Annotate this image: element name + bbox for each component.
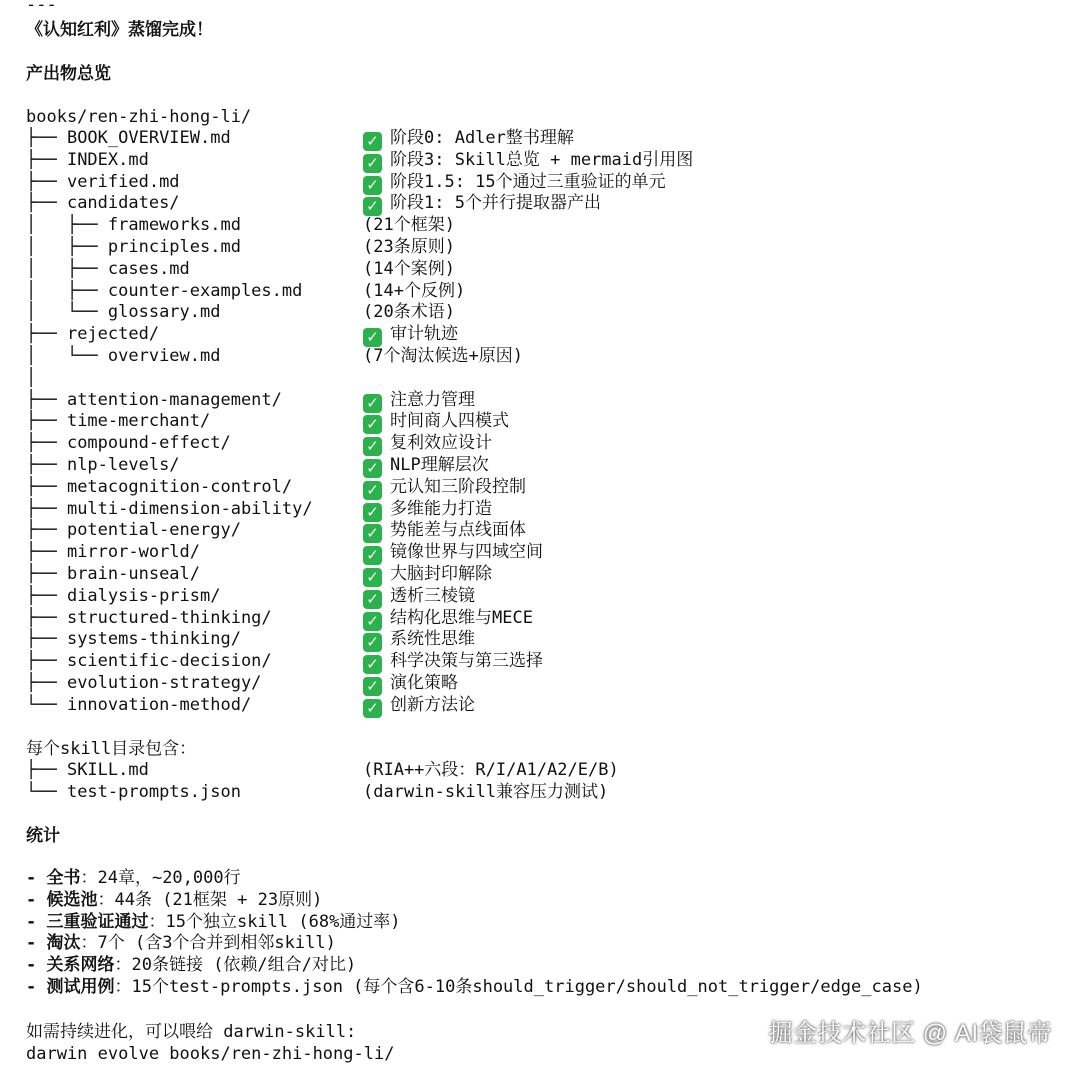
description-text: 科学决策与第三选择 bbox=[390, 651, 543, 672]
tree-branch: ├── bbox=[26, 193, 67, 214]
tree-row bbox=[26, 694, 475, 717]
tree-entry-description bbox=[363, 586, 475, 609]
tree-entry-description bbox=[363, 520, 526, 543]
tree-row bbox=[26, 476, 526, 499]
check-mark-icon: ✓ bbox=[363, 633, 382, 652]
check-mark-icon: ✓ bbox=[363, 524, 382, 543]
tree-entry-name: time-merchant/ bbox=[66, 411, 211, 432]
tree-entry-name: glossary.md bbox=[107, 302, 221, 323]
tree-entry-description bbox=[363, 455, 489, 478]
check-mark-icon: ✓ bbox=[363, 328, 382, 347]
tree-branch: ├── bbox=[26, 476, 67, 497]
stat-label: 关系网络 bbox=[46, 955, 115, 976]
tree-row bbox=[26, 498, 492, 521]
stat-label: 淘汰 bbox=[46, 933, 81, 954]
tree-entry-description bbox=[363, 608, 533, 631]
stat-value: ：15个独立skill (68%通过率) bbox=[148, 911, 401, 932]
stat-bullet: - bbox=[26, 889, 47, 910]
tree-entry-description bbox=[363, 651, 543, 674]
tree-entry-description bbox=[363, 542, 543, 565]
page-title: 《认知红利》蒸馏完成！ bbox=[26, 20, 213, 40]
tree-entry-description bbox=[363, 128, 574, 151]
description-text: 大脑封印解除 bbox=[390, 563, 492, 584]
check-mark-icon: ✓ bbox=[363, 546, 382, 565]
tree-branch: ├── bbox=[26, 454, 67, 475]
tree-entry-description bbox=[363, 259, 455, 281]
tree-entry-description bbox=[363, 477, 526, 500]
tree-entry-description bbox=[363, 629, 475, 652]
stat-value: ：24章，~20,000行 bbox=[80, 868, 241, 888]
tree-entry-description bbox=[363, 150, 693, 173]
tree-row bbox=[26, 520, 526, 543]
stats-list bbox=[26, 868, 923, 999]
description-text: 阶段1.5: 15个通过三重验证的单元 bbox=[390, 171, 666, 192]
description-text: 阶段0: Adler整书理解 bbox=[390, 128, 574, 148]
tree-entry-name: overview.md bbox=[107, 345, 221, 366]
check-mark-icon: ✓ bbox=[363, 590, 382, 609]
tree-entry-name: metacognition-control/ bbox=[66, 476, 293, 497]
stat-row bbox=[26, 955, 923, 977]
tree-branch: │ ├── bbox=[26, 258, 108, 279]
tree-entry-name: mirror-world/ bbox=[66, 542, 201, 563]
tree-branch: │ └── bbox=[26, 302, 108, 323]
description-text: (20条术语) bbox=[363, 302, 455, 323]
tree-branch: │ bbox=[26, 367, 37, 388]
stat-row bbox=[26, 912, 923, 934]
stat-label: 三重验证通过 bbox=[46, 911, 149, 932]
tree-row bbox=[26, 324, 458, 347]
stat-value: ：44条 (21框架 + 23原则) bbox=[97, 889, 323, 910]
description-text: 多维能力打造 bbox=[390, 498, 492, 519]
tree-entry-description bbox=[363, 215, 455, 237]
stats-heading: 统计 bbox=[26, 826, 60, 846]
stat-bullet: - bbox=[26, 933, 47, 954]
check-mark-icon: ✓ bbox=[363, 459, 382, 478]
tree-row bbox=[26, 411, 509, 434]
tree-branch: ├── bbox=[26, 563, 67, 584]
description-text: 元认知三阶段控制 bbox=[390, 476, 526, 497]
tree-row bbox=[26, 302, 455, 324]
check-mark-icon: ✓ bbox=[363, 503, 382, 522]
tree-entry-name: frameworks.md bbox=[107, 215, 241, 236]
followup-text: 如需持续进化，可以喂给 darwin-skill: bbox=[26, 1022, 357, 1042]
tree-entry-name: dialysis-prism/ bbox=[66, 585, 221, 606]
root-directory: books/ren-zhi-hong-li/ bbox=[26, 107, 252, 127]
tree-entry-description bbox=[363, 499, 492, 522]
tree-row bbox=[26, 193, 601, 216]
tree-entry-description bbox=[363, 390, 475, 413]
stat-bullet: - bbox=[26, 911, 47, 932]
tree-entry-name: compound-effect/ bbox=[66, 433, 231, 454]
tree-entry-description bbox=[363, 172, 666, 195]
tree-entry-name: evolution-strategy/ bbox=[66, 672, 262, 693]
description-text: 阶段1: 5个并行提取器产出 bbox=[390, 193, 601, 214]
skill-file-name: SKILL.md bbox=[66, 760, 149, 780]
description-text: 结构化思维与MECE bbox=[390, 607, 533, 628]
tree-entry-name: brain-unseal/ bbox=[66, 563, 201, 584]
tree-entry-name: cases.md bbox=[107, 258, 190, 279]
description-text: 演化策略 bbox=[390, 672, 458, 693]
tree-row bbox=[26, 672, 458, 695]
command-line: darwin evolve books/ren-zhi-hong-li/ bbox=[26, 1044, 395, 1064]
tree-entry-name: innovation-method/ bbox=[66, 694, 252, 715]
skill-file-row bbox=[26, 760, 619, 782]
check-mark-icon: ✓ bbox=[363, 655, 382, 674]
separator: --- bbox=[26, 0, 57, 15]
tree-row bbox=[26, 215, 455, 237]
tree-entry-name: principles.md bbox=[107, 236, 241, 257]
tree-entry-description bbox=[363, 193, 601, 216]
tree-branch: ├── bbox=[26, 498, 67, 519]
tree-branch: ├── bbox=[26, 433, 67, 454]
description-text: 系统性思维 bbox=[390, 629, 475, 650]
check-mark-icon: ✓ bbox=[363, 176, 382, 195]
tree-entry-name: potential-energy/ bbox=[66, 520, 241, 541]
tree-branch: ├── bbox=[26, 651, 67, 672]
skill-file-list bbox=[26, 760, 619, 804]
tree-entry-description bbox=[363, 346, 523, 368]
tree-entry-name: counter-examples.md bbox=[107, 280, 303, 301]
stat-label: 候选池 bbox=[46, 889, 98, 910]
check-mark-icon: ✓ bbox=[363, 415, 382, 434]
tree-row bbox=[26, 607, 533, 630]
tree-branch: │ ├── bbox=[26, 236, 108, 257]
tree-row bbox=[26, 651, 543, 674]
tree-entry-name: BOOK_OVERVIEW.md bbox=[66, 128, 231, 148]
tree-row bbox=[26, 629, 475, 652]
stat-value: ：15个test-prompts.json (每个含6-10条should_trigger/should_not_trigger/edge_case) bbox=[114, 976, 923, 997]
tree-branch: ├── bbox=[26, 629, 67, 650]
check-mark-icon: ✓ bbox=[363, 437, 382, 456]
tree-row bbox=[26, 258, 455, 281]
watermark: 掘金技术社区 @ AI袋鼠帝 bbox=[768, 1020, 1052, 1047]
tree-entry-description bbox=[363, 281, 465, 303]
tree-branch: ├── bbox=[26, 607, 67, 628]
tree-row bbox=[26, 345, 523, 368]
stat-row bbox=[26, 868, 923, 890]
tree-entry-description bbox=[363, 411, 509, 434]
skill-file-description: (RIA++六段：R/I/A1/A2/E/B) bbox=[363, 760, 619, 780]
tree-entry-name: rejected/ bbox=[66, 324, 160, 345]
tree-row bbox=[26, 585, 475, 608]
overview-heading: 产出物总览 bbox=[26, 64, 111, 84]
tree-entry-description bbox=[363, 302, 455, 324]
tree-branch: ├── bbox=[26, 389, 67, 410]
description-text: 阶段3: Skill总览 + mermaid引用图 bbox=[390, 149, 694, 170]
tree-entry-description bbox=[363, 673, 458, 696]
description-text: NLP理解层次 bbox=[390, 454, 489, 475]
description-text: 时间商人四模式 bbox=[390, 411, 509, 432]
tree-row bbox=[26, 433, 492, 456]
tree-branch: ├── bbox=[26, 171, 67, 192]
description-text: 复利效应设计 bbox=[390, 433, 492, 454]
tree-row bbox=[26, 171, 666, 194]
stat-bullet: - bbox=[26, 955, 47, 976]
tree-row bbox=[26, 389, 475, 412]
tree-entry-name: nlp-levels/ bbox=[66, 454, 180, 475]
check-mark-icon: ✓ bbox=[363, 699, 382, 718]
check-mark-icon: ✓ bbox=[363, 132, 382, 151]
stat-bullet: - bbox=[26, 868, 47, 888]
stat-label: 测试用例 bbox=[46, 976, 115, 997]
check-mark-icon: ✓ bbox=[363, 568, 382, 587]
description-text: 透析三棱镜 bbox=[390, 585, 475, 606]
tree-entry-description bbox=[363, 564, 492, 587]
description-text: 势能差与点线面体 bbox=[390, 520, 526, 541]
file-tree bbox=[26, 128, 694, 717]
tree-branch: │ ├── bbox=[26, 215, 108, 236]
tree-entry-description bbox=[363, 433, 492, 456]
tree-entry-name: structured-thinking/ bbox=[66, 607, 272, 628]
tree-entry-name: attention-management/ bbox=[66, 389, 282, 410]
check-mark-icon: ✓ bbox=[363, 612, 382, 631]
description-text: (7个淘汰候选+原因) bbox=[363, 345, 523, 366]
stat-bullet: - bbox=[26, 976, 47, 997]
stat-row bbox=[26, 890, 923, 912]
skill-contents-heading: 每个skill目录包含： bbox=[26, 739, 197, 759]
tree-row bbox=[26, 454, 489, 477]
description-text: 注意力管理 bbox=[390, 389, 475, 410]
tree-entry-name: systems-thinking/ bbox=[66, 629, 241, 650]
check-mark-icon: ✓ bbox=[363, 197, 382, 216]
tree-branch: └── bbox=[26, 781, 67, 802]
tree-branch: ├── bbox=[26, 585, 67, 606]
tree-row bbox=[26, 368, 313, 390]
tree-entry-name: multi-dimension-ability/ bbox=[66, 498, 313, 519]
skill-file-row bbox=[26, 781, 609, 804]
tree-entry-name: INDEX.md bbox=[66, 149, 149, 170]
tree-branch: └── bbox=[26, 694, 67, 715]
tree-entry-description bbox=[363, 237, 455, 259]
stat-value: ：7个 (含3个合并到相邻skill) bbox=[80, 933, 336, 954]
tree-branch: ├── bbox=[26, 411, 67, 432]
tree-branch: ├── bbox=[26, 128, 67, 148]
tree-branch: ├── bbox=[26, 149, 67, 170]
description-text: 审计轨迹 bbox=[390, 324, 458, 345]
description-text: (14个案例) bbox=[363, 258, 455, 279]
stat-label: 全书 bbox=[46, 868, 81, 888]
tree-row bbox=[26, 236, 455, 259]
description-text: (23条原则) bbox=[363, 236, 455, 257]
tree-entry-name: candidates/ bbox=[66, 193, 180, 214]
check-mark-icon: ✓ bbox=[363, 394, 382, 413]
tree-branch: ├── bbox=[26, 542, 67, 563]
check-mark-icon: ✓ bbox=[363, 481, 382, 500]
tree-branch: ├── bbox=[26, 760, 67, 780]
tree-branch: ├── bbox=[26, 324, 67, 345]
tree-row bbox=[26, 149, 694, 172]
stat-value: ：20条链接 (依赖/组合/对比) bbox=[114, 955, 357, 976]
tree-branch: ├── bbox=[26, 520, 67, 541]
tree-entry-name: scientific-decision/ bbox=[66, 651, 272, 672]
stat-row bbox=[26, 977, 923, 999]
tree-branch: │ ├── bbox=[26, 280, 108, 301]
description-text: (14+个反例) bbox=[363, 280, 466, 301]
stat-row bbox=[26, 933, 923, 955]
tree-entry-description bbox=[363, 324, 458, 347]
tree-row bbox=[26, 542, 543, 565]
check-mark-icon: ✓ bbox=[363, 677, 382, 696]
tree-branch: ├── bbox=[26, 672, 67, 693]
tree-row bbox=[26, 280, 466, 303]
check-mark-icon: ✓ bbox=[363, 154, 382, 173]
tree-row bbox=[26, 128, 574, 150]
description-text: (21个框架) bbox=[363, 215, 455, 236]
description-text: 创新方法论 bbox=[390, 694, 475, 715]
tree-branch: │ └── bbox=[26, 345, 108, 366]
tree-row bbox=[26, 563, 492, 586]
description-text: 镜像世界与四域空间 bbox=[390, 542, 543, 563]
tree-entry-name: verified.md bbox=[66, 171, 180, 192]
tree-entry-description bbox=[363, 695, 475, 718]
skill-file-name: test-prompts.json bbox=[66, 781, 241, 802]
skill-file-description: (darwin-skill兼容压力测试) bbox=[363, 781, 609, 802]
